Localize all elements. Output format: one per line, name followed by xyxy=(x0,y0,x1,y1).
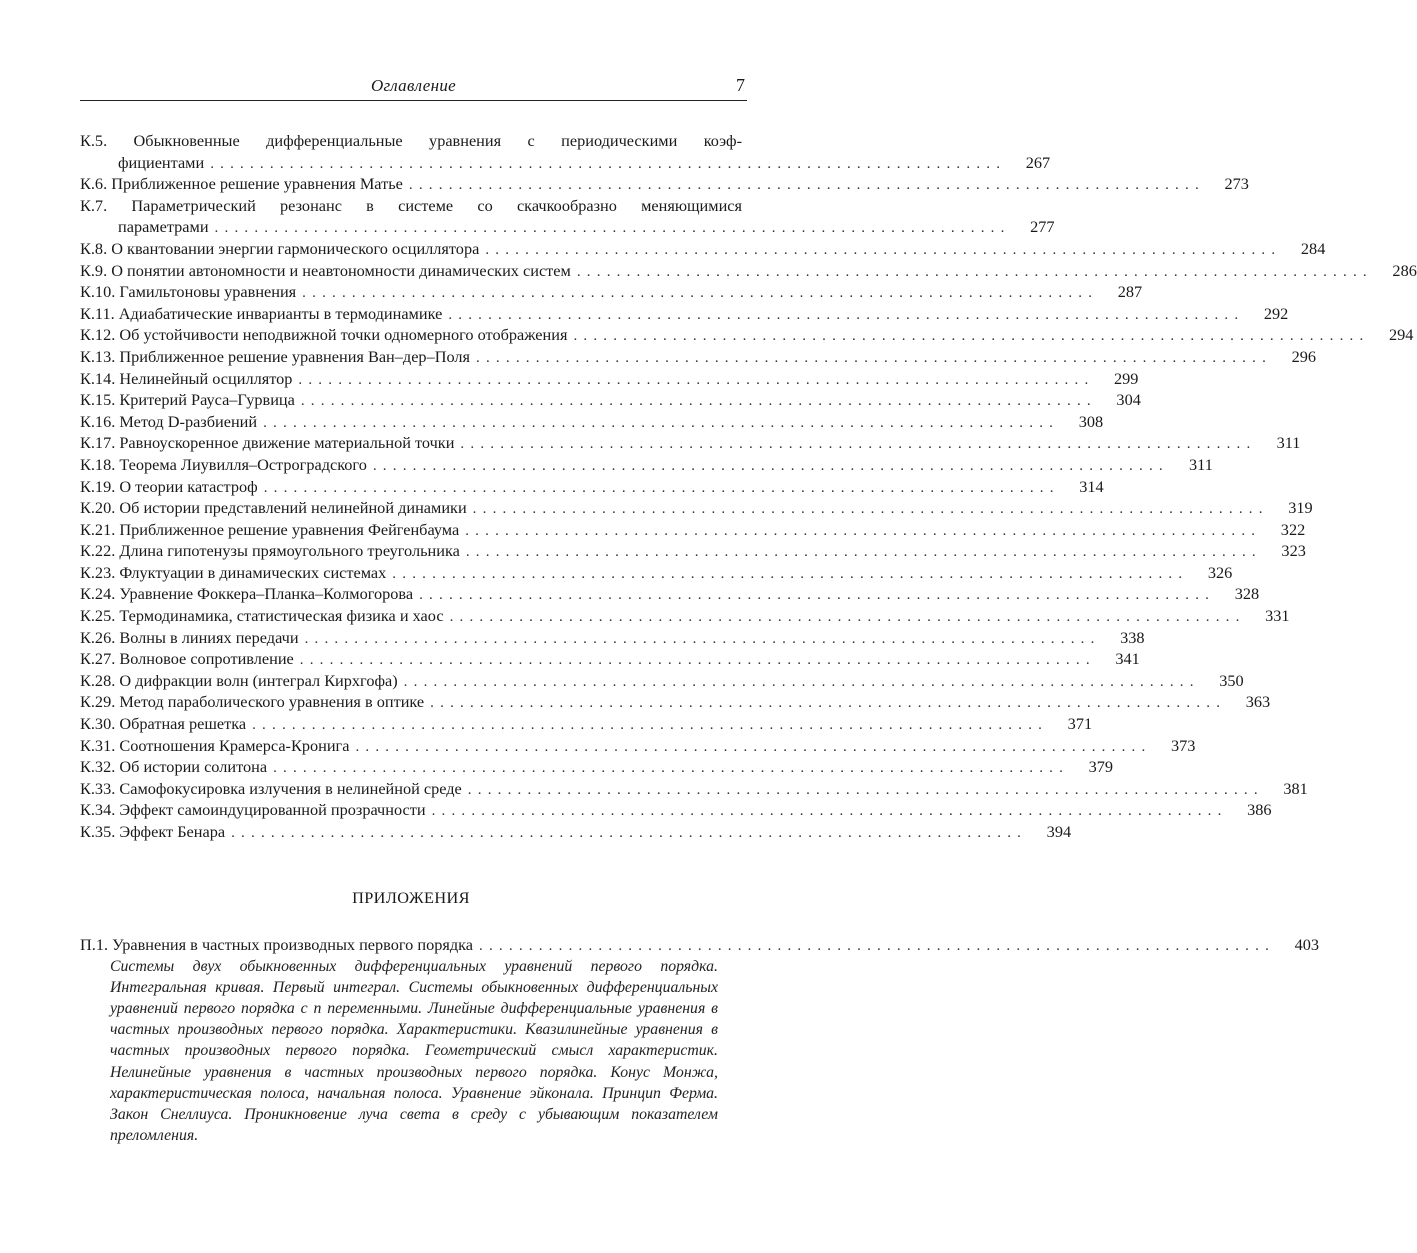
toc-entry-page: 314 xyxy=(1079,476,1104,496)
toc-entry-page: 328 xyxy=(1234,584,1260,604)
toc-entry-label: К.7. Параметрический резонанс в системе со скачкообразно меняющимися xyxy=(80,195,742,215)
appendix-list xyxy=(80,934,1320,1146)
toc-entry-page: 284 xyxy=(1300,238,1326,258)
toc-entry-label: К.17. Равноускоренное движение материальной точки xyxy=(80,433,455,453)
toc-entry-page: 304 xyxy=(1116,390,1141,410)
toc-entry[interactable] xyxy=(80,735,1196,757)
toc-entry-page: 286 xyxy=(1392,260,1417,280)
toc-entry[interactable] xyxy=(80,562,1233,584)
toc-entry[interactable] xyxy=(80,432,1301,454)
leader-dots: ................................................................................ xyxy=(263,414,1060,431)
toc-entry-label-continued: параметрами xyxy=(118,217,209,237)
toc-entry-label: К.22. Длина гипотенузы прямоугольного треугольника xyxy=(80,541,460,561)
toc-entry-label: К.23. Флуктуации в динамических системах xyxy=(80,562,387,582)
leader-dots: ................................................................................ xyxy=(408,177,1205,194)
toc-entry-label: К.16. Метод D-разбиений xyxy=(80,411,258,431)
leader-dots: ................................................................................ xyxy=(573,328,1370,345)
leader-dots: ................................................................................ xyxy=(304,630,1101,647)
toc-entry-page: 341 xyxy=(1115,649,1140,669)
toc-entry-label: П.1. Уравнения в частных производных первого порядка xyxy=(80,935,474,954)
toc-entry-page: 350 xyxy=(1219,670,1244,690)
toc-entry[interactable] xyxy=(80,476,1104,498)
toc-entry[interactable] xyxy=(80,173,1249,195)
toc-entry-label: К.27. Волновое сопротивление xyxy=(80,649,294,669)
toc-entry-page: 287 xyxy=(1117,282,1143,302)
table-of-contents xyxy=(80,130,1417,843)
appendix-annotation: Системы двух обыкновенных дифференциальных уравнений первого порядка. Интегральная кривая. Первый интеграл. Системы обыкновенных дифференциальных уравнений первого порядка с n переменными. Линейные дифференциальные уравнения в частных производных первого порядка. Характеристики. Квазилинейные уравнения в частных производных первого порядка. Геометрический смысл характеристик. Нелинейные уравнения в частных производных первого порядка. Конус Монжа, характеристическая полоса, начальная полоса. Уравнение эйконала. Принцип Ферма. Закон Снеллиуса. Проникновение луча света в среду с убывающим показателем преломления. xyxy=(110,957,718,1145)
toc-entry-page: 403 xyxy=(1294,935,1320,954)
leader-dots: ................................................................................ xyxy=(460,436,1257,453)
toc-entry-label: К.31. Соотношения Крамерса-Кронига xyxy=(80,735,350,755)
leader-dots: ................................................................................ xyxy=(465,544,1262,561)
leader-dots: ................................................................................ xyxy=(299,652,1096,669)
toc-entry-label: К.8. О квантовании энергии гармонического осциллятора xyxy=(80,238,480,258)
toc-entry-label: К.11. Адиабатические инварианты в термодинамике xyxy=(80,303,443,323)
toc-entry-page: 311 xyxy=(1189,454,1213,474)
toc-entry[interactable] xyxy=(80,497,1313,519)
toc-entry[interactable] xyxy=(80,368,1139,390)
toc-entry[interactable] xyxy=(80,778,1308,800)
toc-entry-label: К.29. Метод параболического уравнения в оптике xyxy=(80,692,425,712)
toc-entry-label: К.6. Приближенное решение уравнения Матье xyxy=(80,174,403,194)
toc-entry-label: К.25. Термодинамика, статистическая физика и хаос xyxy=(80,606,444,626)
toc-entry[interactable] xyxy=(80,713,1093,735)
leader-dots: ................................................................................ xyxy=(355,738,1152,755)
header-title: Оглавление xyxy=(370,76,457,95)
leader-dots: ................................................................................ xyxy=(372,457,1169,474)
toc-entry[interactable] xyxy=(80,130,1051,173)
leader-dots: ................................................................................ xyxy=(231,825,1028,841)
appendix-section-title: ПРИЛОЖЕНИЯ xyxy=(352,888,470,907)
leader-dots: ................................................................................ xyxy=(479,938,1276,954)
toc-entry[interactable] xyxy=(80,411,1104,433)
leader-dots: ................................................................................ xyxy=(485,241,1282,258)
leader-dots: ................................................................................ xyxy=(465,522,1262,539)
toc-entry-label: К.19. О теории катастроф xyxy=(80,476,258,496)
toc-entry-label: К.32. Об истории солитона xyxy=(80,757,268,777)
toc-entry-page: 292 xyxy=(1263,303,1289,323)
toc-entry[interactable] xyxy=(80,670,1244,692)
leader-dots: ................................................................................ xyxy=(403,673,1200,690)
toc-entry[interactable] xyxy=(80,691,1271,713)
leader-dots: ................................................................................ xyxy=(576,263,1373,280)
toc-entry-label: К.24. Уравнение Фоккера–Планка–Колмогорова xyxy=(80,584,414,604)
toc-entry-page: 326 xyxy=(1207,562,1233,582)
toc-entry[interactable] xyxy=(80,389,1141,411)
toc-entry-page: 338 xyxy=(1120,627,1145,647)
toc-entry-page: 371 xyxy=(1067,714,1093,734)
toc-entry-label: К.14. Нелинейный осциллятор xyxy=(80,368,293,388)
toc-entry[interactable] xyxy=(80,324,1414,346)
toc-entry[interactable] xyxy=(80,519,1306,541)
toc-entry[interactable] xyxy=(80,238,1326,260)
toc-entry-page: 299 xyxy=(1113,368,1139,388)
toc-entry-page: 323 xyxy=(1281,541,1306,561)
toc-entry[interactable] xyxy=(80,799,1272,821)
toc-entry-page: 311 xyxy=(1276,433,1301,453)
leader-dots: ................................................................................ xyxy=(210,155,1007,172)
toc-entry-label: К.33. Самофокусировка излучения в нелинейной среде xyxy=(80,778,462,798)
toc-entry-label: К.12. Об устойчивости неподвижной точки одномерного отображения xyxy=(80,325,568,345)
toc-entry-page: 294 xyxy=(1389,325,1414,345)
leader-dots: ................................................................................ xyxy=(273,760,1070,777)
leader-dots: ................................................................................ xyxy=(476,349,1273,366)
toc-entry-page: 273 xyxy=(1224,174,1249,194)
toc-entry-page: 296 xyxy=(1291,346,1317,366)
toc-entry-page: 267 xyxy=(1025,152,1051,172)
toc-entry[interactable] xyxy=(80,281,1143,303)
leader-dots: ................................................................................ xyxy=(419,587,1216,604)
toc-entry[interactable] xyxy=(80,454,1213,476)
toc-entry-label: К.20. Об истории представлений нелинейной динамики xyxy=(80,498,467,518)
toc-entry-label: К.10. Гамильтоновы уравнения xyxy=(80,282,297,302)
toc-entry-label: К.34. Эффект самоиндуцированной прозрачности xyxy=(80,800,426,820)
toc-entry-page: 319 xyxy=(1288,498,1313,518)
leader-dots: ................................................................................ xyxy=(472,501,1269,518)
leader-dots: ................................................................................ xyxy=(252,717,1049,734)
toc-entry[interactable] xyxy=(80,756,1114,778)
toc-entry[interactable] xyxy=(80,260,1417,282)
header-page-number: 7 xyxy=(736,75,745,95)
toc-entry-label-continued: фициентами xyxy=(118,152,205,172)
toc-entry-page: 322 xyxy=(1280,519,1306,539)
toc-entry-label: К.21. Приближенное решение уравнения Фейгенбаума xyxy=(80,519,460,539)
toc-entry[interactable] xyxy=(80,605,1290,627)
leader-dots: ................................................................................ xyxy=(298,371,1095,388)
toc-entry-appendix-1[interactable] xyxy=(80,934,1320,956)
leader-dots: ................................................................................ xyxy=(214,220,1011,237)
toc-entry[interactable] xyxy=(80,627,1145,649)
toc-entry[interactable] xyxy=(80,195,1055,238)
toc-entry-label: К.35. Эффект Бенара xyxy=(80,822,226,841)
leader-dots: ................................................................................ xyxy=(431,803,1228,820)
leader-dots: ................................................................................ xyxy=(392,565,1189,582)
toc-entry-label: К.5. Обыкновенные дифференциальные уравнения с периодическими коэф- xyxy=(80,131,742,150)
leader-dots: ................................................................................ xyxy=(263,479,1060,496)
toc-entry-label: К.30. Обратная решетка xyxy=(80,714,247,734)
toc-entry[interactable] xyxy=(80,583,1260,605)
toc-entry-label: К.13. Приближенное решение уравнения Ван–дер–Поля xyxy=(80,346,471,366)
toc-entry-page: 277 xyxy=(1030,217,1055,237)
toc-entry[interactable] xyxy=(80,648,1140,670)
toc-entry-page: 373 xyxy=(1171,735,1196,755)
toc-entry-label: К.28. О дифракции волн (интеграл Кирхгофа) xyxy=(80,670,398,690)
toc-entry-label: К.26. Волны в линиях передачи xyxy=(80,627,299,647)
toc-entry-page: 363 xyxy=(1245,692,1271,712)
toc-entry-page: 381 xyxy=(1283,778,1308,798)
leader-dots: ................................................................................ xyxy=(430,695,1227,712)
toc-entry[interactable] xyxy=(80,346,1317,368)
toc-entry-label: К.9. О понятии автономности и неавтономности динамических систем xyxy=(80,260,571,280)
leader-dots: ................................................................................ xyxy=(448,306,1245,323)
running-header xyxy=(80,74,747,101)
leader-dots: ................................................................................ xyxy=(300,393,1097,410)
leader-dots: ................................................................................ xyxy=(302,285,1099,302)
toc-entry-page: 308 xyxy=(1078,411,1104,431)
leader-dots: ................................................................................ xyxy=(449,609,1246,626)
toc-entry-page: 379 xyxy=(1088,757,1114,777)
toc-entry-page: 386 xyxy=(1247,800,1272,820)
toc-entry[interactable] xyxy=(80,303,1289,325)
toc-entry-label: К.15. Критерий Рауса–Гурвица xyxy=(80,390,295,410)
toc-entry-page: 394 xyxy=(1046,822,1072,841)
toc-entry[interactable] xyxy=(80,821,1072,843)
toc-entry-page: 331 xyxy=(1265,606,1290,626)
toc-entry[interactable] xyxy=(80,540,1306,562)
toc-entry-label: К.18. Теорема Лиувилля–Остроградского xyxy=(80,454,367,474)
leader-dots: ................................................................................ xyxy=(467,781,1264,798)
